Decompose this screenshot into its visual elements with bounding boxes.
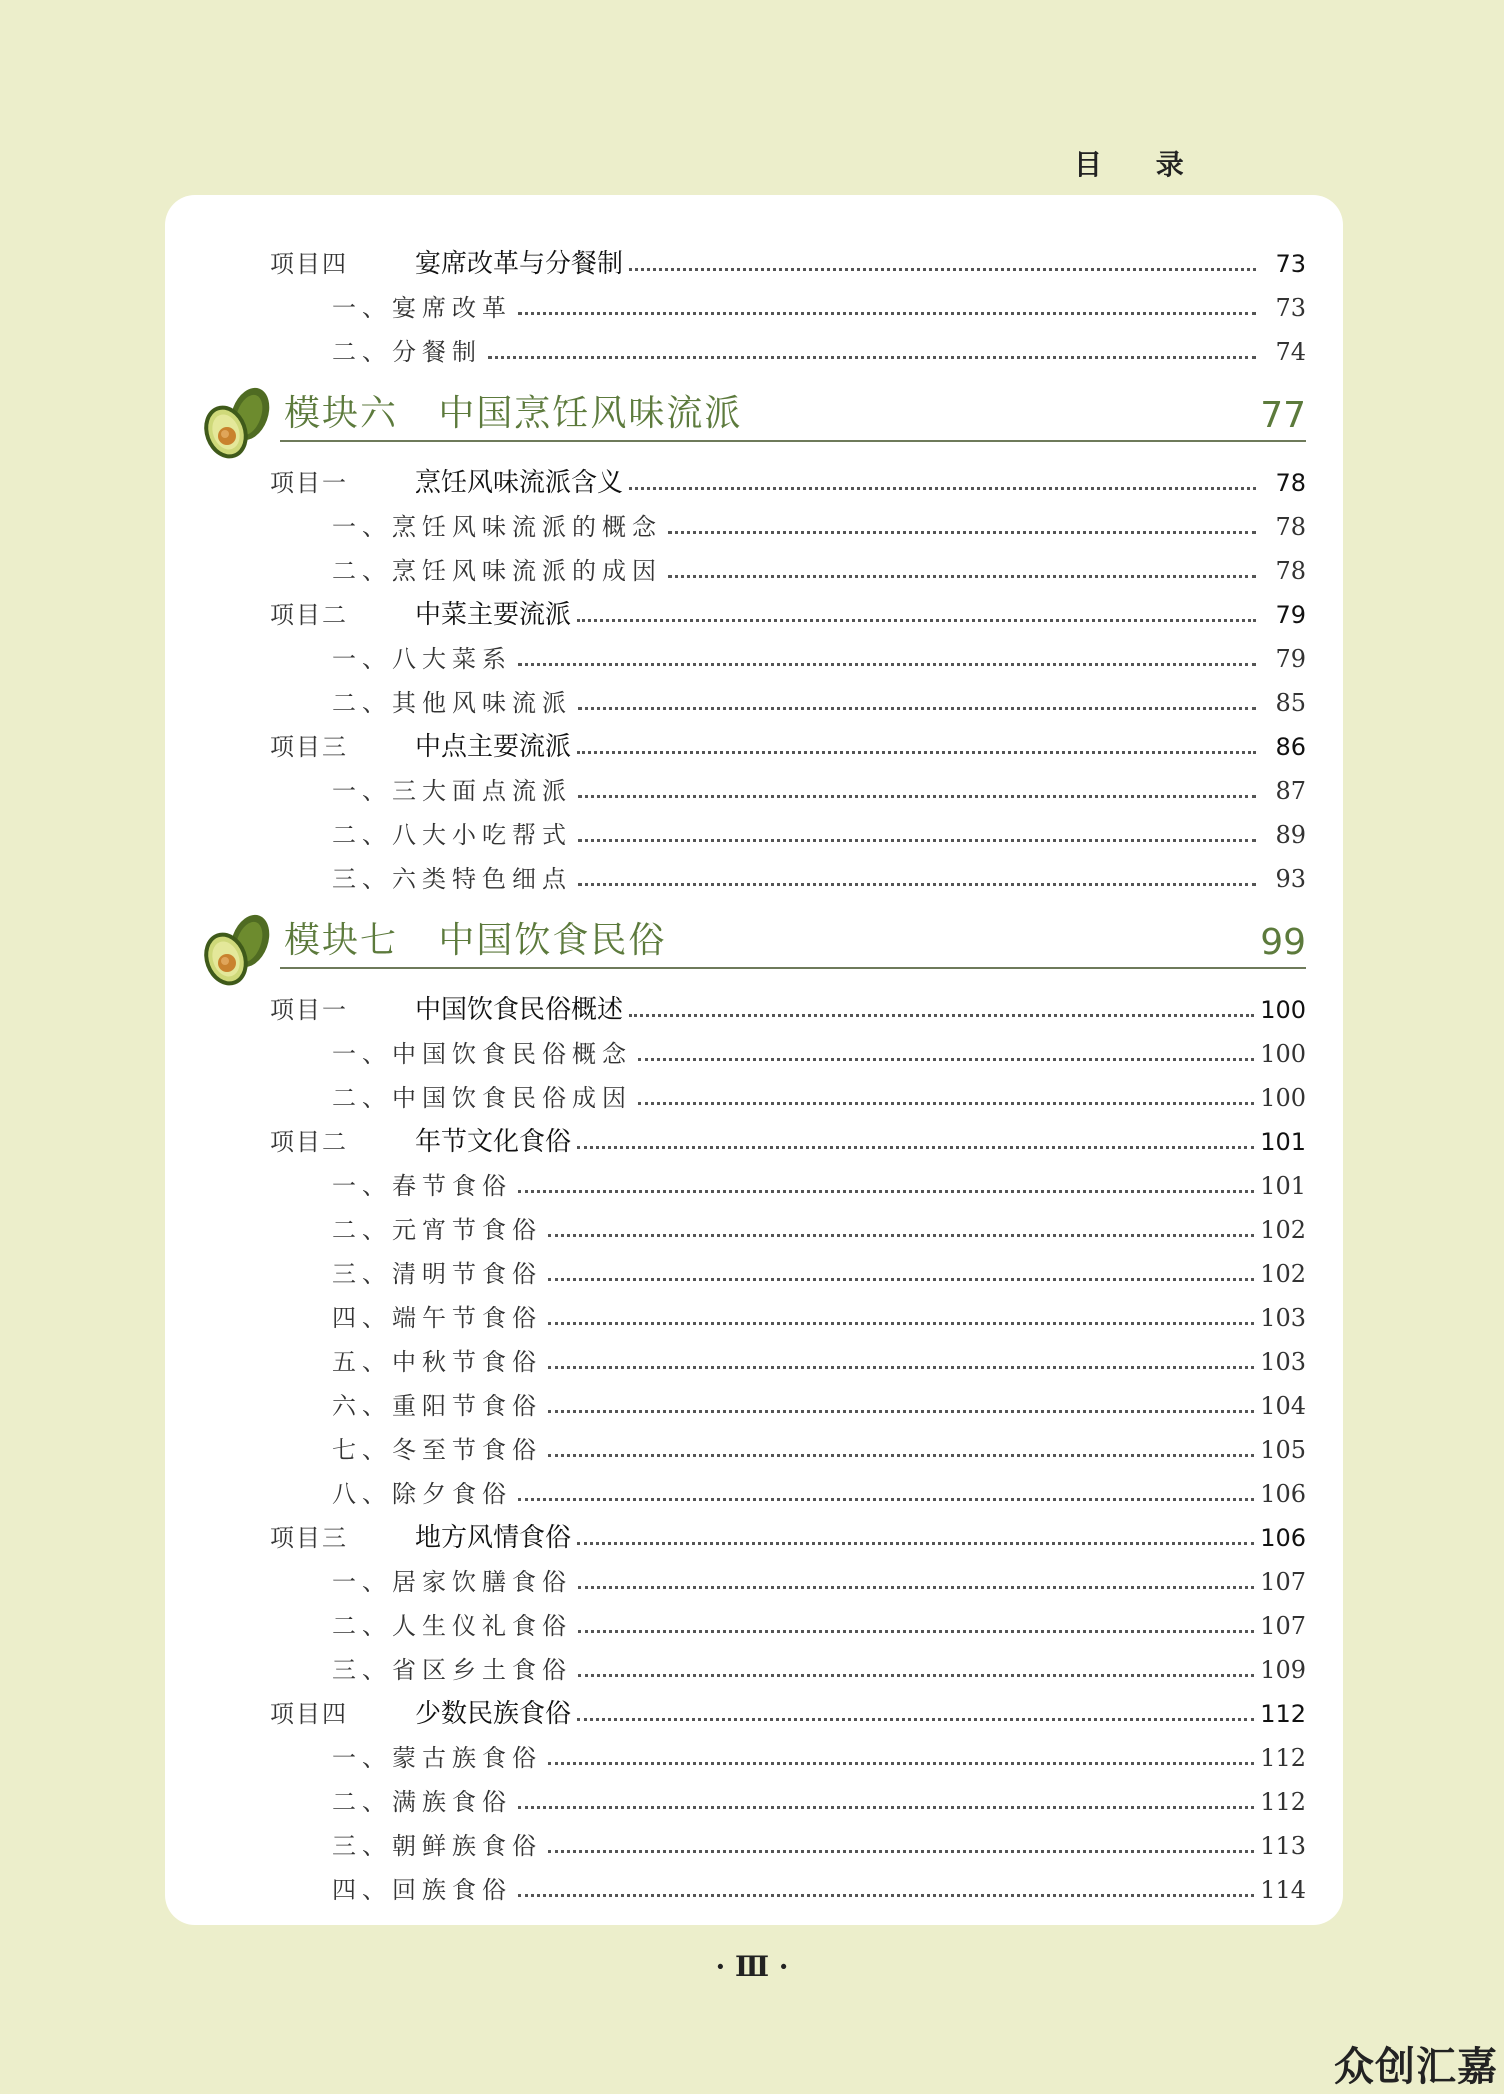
toc-page-number: 100 [1260, 1040, 1306, 1068]
module-divider [280, 967, 1306, 969]
dot-leader [668, 575, 1256, 578]
toc-page-number: 101 [1260, 1128, 1306, 1156]
toc-entry-title: 地方风情食俗 [415, 1523, 572, 1553]
toc-page-number: 78 [1275, 513, 1306, 541]
dot-leader [638, 1102, 1254, 1105]
dot-leader [629, 1014, 1254, 1017]
toc-page-number: 109 [1260, 1656, 1306, 1684]
dot-leader [578, 1630, 1254, 1633]
toc-entry-title: 一、烹饪风味流派的概念 [332, 513, 662, 541]
dot-leader [518, 1498, 1254, 1501]
dot-leader [548, 1366, 1254, 1369]
toc-subsection-row[interactable] [270, 806, 1306, 850]
toc-subsection-row[interactable] [270, 323, 1306, 367]
toc-entry-title: 一、春节食俗 [332, 1172, 512, 1200]
toc-page-number: 86 [1275, 733, 1306, 761]
dot-leader [577, 1542, 1254, 1545]
toc-entry-title: 八、除夕食俗 [332, 1480, 512, 1508]
toc-page-number: 106 [1260, 1480, 1306, 1508]
toc-subsection-row[interactable] [270, 1729, 1306, 1773]
toc-section-row[interactable] [270, 586, 1306, 630]
dot-leader [578, 707, 1256, 710]
toc-subsection-row[interactable] [270, 542, 1306, 586]
dot-leader [577, 1718, 1254, 1721]
avocado-icon [200, 384, 274, 464]
toc-page-number: 78 [1275, 469, 1306, 497]
toc-entry-title: 中国饮食民俗概述 [415, 995, 624, 1025]
toc-subsection-row[interactable] [270, 1817, 1306, 1861]
dot-leader [577, 751, 1256, 754]
toc-section-code: 项目一 [270, 469, 348, 497]
dot-leader [548, 1410, 1254, 1413]
toc-subsection-row[interactable] [270, 1245, 1306, 1289]
dot-leader [638, 1058, 1254, 1061]
toc-subsection-row[interactable] [270, 1553, 1306, 1597]
toc-subsection-row[interactable] [270, 850, 1306, 894]
avocado-icon [200, 911, 274, 991]
toc-section-row[interactable] [270, 454, 1306, 498]
toc-page-number: 73 [1275, 294, 1306, 322]
toc-entry-title: 二、人生仪礼食俗 [332, 1612, 572, 1640]
dot-leader [518, 1894, 1254, 1897]
toc-page-number: 104 [1260, 1392, 1306, 1420]
toc-page-number: 89 [1275, 821, 1306, 849]
toc-subsection-row[interactable] [270, 1289, 1306, 1333]
toc-section-row[interactable] [270, 1509, 1306, 1553]
toc-entry-title: 一、中国饮食民俗概念 [332, 1040, 632, 1068]
toc-entry-title: 少数民族食俗 [415, 1699, 572, 1729]
toc-entry-title: 一、八大菜系 [332, 645, 512, 673]
toc-page-number: 103 [1260, 1348, 1306, 1376]
watermark: 众创汇嘉 [1334, 2044, 1498, 2090]
toc-page-number: 106 [1260, 1524, 1306, 1552]
toc-subsection-row[interactable] [270, 1773, 1306, 1817]
toc-entry-title: 烹饪风味流派含义 [415, 468, 624, 498]
module6-heading[interactable] [200, 372, 1306, 442]
toc-page-number: 113 [1260, 1832, 1306, 1860]
toc-entry-title: 三、清明节食俗 [332, 1260, 542, 1288]
toc-section-code: 项目二 [270, 601, 348, 629]
toc-subsection-row[interactable] [270, 1201, 1306, 1245]
dot-leader [629, 268, 1256, 271]
toc-entry-title: 一、三大面点流派 [332, 777, 572, 805]
toc-section-row[interactable] [270, 1685, 1306, 1729]
toc-section-code: 项目四 [270, 250, 348, 278]
dot-leader [578, 839, 1256, 842]
toc-entry-title: 三、朝鲜族食俗 [332, 1832, 542, 1860]
toc-subsection-row[interactable] [270, 762, 1306, 806]
dot-leader [578, 883, 1256, 886]
dot-leader [548, 1762, 1254, 1765]
toc-page-number: 93 [1275, 865, 1306, 893]
dot-leader [518, 1806, 1254, 1809]
dot-leader [518, 663, 1256, 666]
toc-page-number: 74 [1275, 338, 1306, 366]
toc-entry-title: 中菜主要流派 [415, 600, 572, 630]
toc-subsection-row[interactable] [270, 1025, 1306, 1069]
toc-entry-title: 二、八大小吃帮式 [332, 821, 572, 849]
toc-section-row[interactable] [270, 981, 1306, 1025]
toc-entry-title: 六、重阳节食俗 [332, 1392, 542, 1420]
toc-entry-title: 宴席改革与分餐制 [415, 249, 624, 279]
toc-entry-title: 四、端午节食俗 [332, 1304, 542, 1332]
module-title: 模块六 中国烹饪风味流派 [284, 393, 743, 434]
toc-entry-title: 二、中国饮食民俗成因 [332, 1084, 632, 1112]
toc-subsection-row[interactable] [270, 1333, 1306, 1377]
toc-entry-title: 四、回族食俗 [332, 1876, 512, 1904]
toc-page-number: 79 [1275, 601, 1306, 629]
dot-leader [548, 1322, 1254, 1325]
toc-subsection-row[interactable] [270, 630, 1306, 674]
toc-subsection-row[interactable] [270, 674, 1306, 718]
toc-page-number: 73 [1275, 250, 1306, 278]
toc-entry-title: 中点主要流派 [415, 732, 572, 762]
toc-entry-title: 二、其他风味流派 [332, 689, 572, 717]
toc-page-number: 100 [1260, 1084, 1306, 1112]
toc-page-number: 112 [1260, 1744, 1306, 1772]
toc-section-row[interactable] [270, 1113, 1306, 1157]
toc-subsection-row[interactable] [270, 1421, 1306, 1465]
toc-entry-title: 二、分餐制 [332, 338, 482, 366]
dot-leader [548, 1278, 1254, 1281]
toc-entry-title: 一、蒙古族食俗 [332, 1744, 542, 1772]
module-page-number: 77 [1260, 395, 1306, 436]
toc-entry-title: 一、居家饮膳食俗 [332, 1568, 572, 1596]
toc-page-number: 102 [1260, 1260, 1306, 1288]
toc-page-number: 78 [1275, 557, 1306, 585]
dot-leader [548, 1454, 1254, 1457]
toc-page-number: 85 [1275, 689, 1306, 717]
dot-leader [488, 356, 1256, 359]
page-title: 目 录 [1074, 148, 1206, 181]
toc-page-number: 103 [1260, 1304, 1306, 1332]
toc-section-code: 项目四 [270, 1700, 348, 1728]
dot-leader [578, 1674, 1254, 1677]
toc-page-number: 107 [1260, 1612, 1306, 1640]
toc-entry-title: 三、省区乡土食俗 [332, 1656, 572, 1684]
page-number: · Ⅲ · [715, 1950, 789, 1983]
toc-page-number: 101 [1260, 1172, 1306, 1200]
module-title: 模块七 中国饮食民俗 [284, 920, 667, 961]
dot-leader [577, 619, 1256, 622]
toc-entry-title: 二、烹饪风味流派的成因 [332, 557, 662, 585]
toc-page-number: 100 [1260, 996, 1306, 1024]
toc-page-number: 112 [1260, 1700, 1306, 1728]
module-page-number: 99 [1260, 922, 1306, 963]
toc-entry-title: 年节文化食俗 [415, 1127, 572, 1157]
dot-leader [668, 531, 1256, 534]
toc-entry-title: 一、宴席改革 [332, 294, 512, 322]
toc-page-number: 105 [1260, 1436, 1306, 1464]
toc-subsection-row[interactable] [270, 498, 1306, 542]
toc-page-number: 102 [1260, 1216, 1306, 1244]
dot-leader [548, 1850, 1254, 1853]
dot-leader [577, 1146, 1254, 1149]
toc-section-code: 项目一 [270, 996, 348, 1024]
toc-entry-title: 二、满族食俗 [332, 1788, 512, 1816]
toc-subsection-row[interactable] [270, 1377, 1306, 1421]
toc-page-number: 114 [1260, 1876, 1306, 1904]
dot-leader [578, 795, 1256, 798]
module7-heading[interactable] [200, 899, 1306, 969]
toc-subsection-row[interactable] [270, 1861, 1306, 1905]
dot-leader [548, 1234, 1254, 1237]
dot-leader [629, 487, 1256, 490]
toc-subsection-row[interactable] [270, 1641, 1306, 1685]
toc-subsection-row[interactable] [270, 1465, 1306, 1509]
toc-section-row[interactable] [270, 235, 1306, 279]
toc-entry-title: 七、冬至节食俗 [332, 1436, 542, 1464]
toc-subsection-row[interactable] [270, 1157, 1306, 1201]
toc-section-code: 项目三 [270, 1524, 348, 1552]
toc-entry-title: 五、中秋节食俗 [332, 1348, 542, 1376]
dot-leader [518, 1190, 1254, 1193]
toc-section-code: 项目三 [270, 733, 348, 761]
toc-section-code: 项目二 [270, 1128, 348, 1156]
dot-leader [578, 1586, 1254, 1589]
toc-section-row[interactable] [270, 718, 1306, 762]
toc-page-number: 112 [1260, 1788, 1306, 1816]
toc-entry-title: 二、元宵节食俗 [332, 1216, 542, 1244]
toc-subsection-row[interactable] [270, 279, 1306, 323]
dot-leader [518, 312, 1256, 315]
toc-entry-title: 三、六类特色细点 [332, 865, 572, 893]
toc-subsection-row[interactable] [270, 1069, 1306, 1113]
module-divider [280, 440, 1306, 442]
toc-page-number: 107 [1260, 1568, 1306, 1596]
toc-page-number: 79 [1275, 645, 1306, 673]
toc-subsection-row[interactable] [270, 1597, 1306, 1641]
toc-page-number: 87 [1275, 777, 1306, 805]
